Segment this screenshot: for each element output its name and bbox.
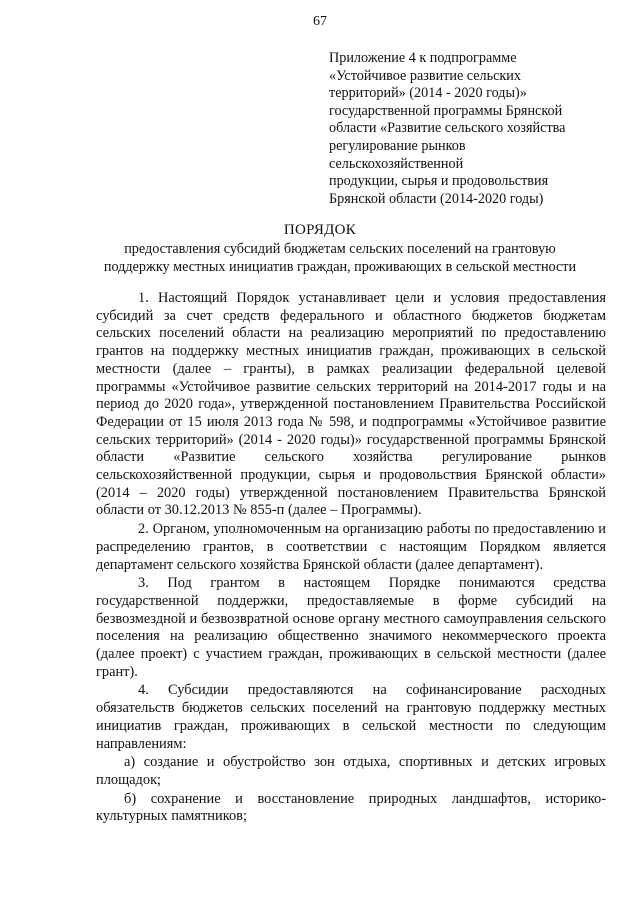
- document-title: ПОРЯДОК: [283, 222, 357, 238]
- paragraph-4: 4. Субсидии предоставляются на софинансирование расходных обязательств бюджетов сельских поселений на грантовую поддержку местных инициатив граждан, проживающих в сельской местности по следующим направлениям:: [96, 682, 606, 752]
- appendix-line: сельскохозяйственной: [329, 155, 464, 172]
- document-subtitle: [70, 241, 610, 276]
- appendix-line: территорий» (2014 - 2020 годы)»: [329, 85, 527, 102]
- appendix-line: «Устойчивое развитие сельских: [329, 67, 521, 84]
- subtitle-line: поддержку местных инициатив граждан, проживающих в сельской местности: [103, 258, 577, 275]
- appendix-line: продукции, сырья и продовольствия: [329, 173, 549, 190]
- appendix-line: государственной программы Брянской: [329, 102, 563, 119]
- appendix-line: области «Развитие сельского хозяйства: [329, 120, 566, 137]
- paragraph-3: 3. Под грантом в настоящем Порядке понимаются средства государственной поддержки, предоставляемые в форме субсидий на безвозмездной и безвозвратной основе органу местного самоуправления сельского поселения на реализацию общественно значимого некоммерческого проекта (далее проект) с участием граждан, проживающих в сельской местности (далее грант).: [96, 575, 606, 680]
- list-item-b: б) сохранение и восстановление природных ландшафтов, историко-культурных памятников;: [96, 790, 606, 825]
- subtitle-line: предоставления субсидий бюджетам сельских поселений на грантовую: [124, 241, 556, 257]
- appendix-header: [329, 50, 619, 208]
- appendix-line: регулирование рынков: [329, 137, 466, 154]
- appendix-line: Брянской области (2014-2020 годы): [329, 190, 544, 207]
- document-body: [96, 290, 606, 826]
- page-number: 67: [313, 14, 327, 29]
- paragraph-1: 1. Настоящий Порядок устанавливает цели и условия предоставления субсидий за счет средств федерального и областного бюджетов бюджетам сельских поселений области на реализацию мероприятий по предоставлению грантов на поддержку местных инициатив граждан, проживающих в сельской местности (далее – гранты), в рамках реализации федеральной целевой программы «Устойчивое развитие сельских территорий на 2014-2017 годы и на период до 2020 года», утвержденной постановлением Правительства Российской Федерации от 15 июля 2013 года № 598, и подпрограммы «Устойчивое развитие сельских территорий» (2014 - 2020 годы)» государственной программы Брянской области «Развитие сельского хозяйства регулирование рынков сельскохозяйственной продукции, сырья и продовольствия Брянской области» (2014 – 2020 годы) утвержденной постановлением Правительства Брянской области от 30.12.2013 № 855-п (далее – Программы).: [96, 290, 606, 519]
- list-item-a: а) создание и обустройство зон отдыха, спортивных и детских игровых площадок;: [96, 754, 606, 788]
- appendix-line: Приложение 4 к подпрограмме: [329, 50, 517, 66]
- paragraph-2: 2. Органом, уполномоченным на организацию работы по предоставлению и распределению грантов, в соответствии с настоящим Порядком является департамент сельского хозяйства Брянской области (далее департамент).: [96, 521, 606, 573]
